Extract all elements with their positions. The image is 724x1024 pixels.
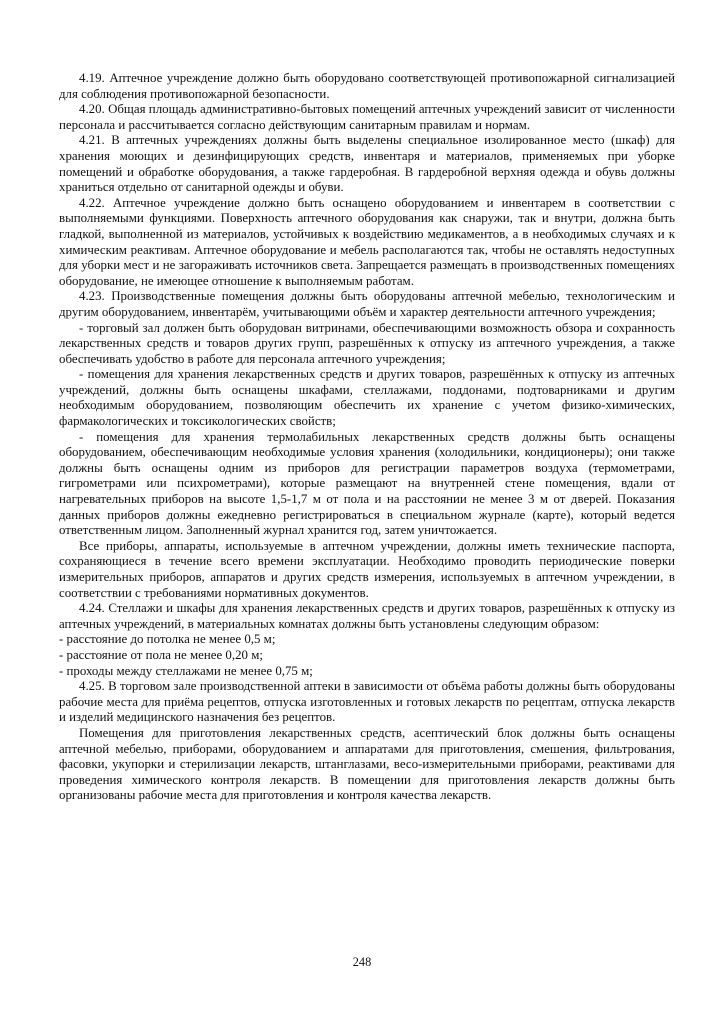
body-text xyxy=(59,71,675,804)
list-item-aisles: - проходы между стеллажами не менее 0,75 м; xyxy=(59,663,313,678)
list-item-floor: - расстояние от пола не менее 0,20 м; xyxy=(59,647,263,662)
para-4-23-storage-rooms: - помещения для хранения лекарственных средств и других товаров, разрешённых к отпуску из аптечных учреждений, должны быть оснащены шкафами, стеллажами, поддонами, подтоварниками и другим необходимым оборудованием, позволяющим обеспечить их хранение с учетом физико-химических, фармакологических и токсикологических свойств; xyxy=(59,367,675,429)
page-number: 248 xyxy=(352,955,372,969)
para-4-23-trade-hall: - торговый зал должен быть оборудован витринами, обеспечивающими возможность обзора и сохранность лекарственных средств и товаров других групп, разрешённых к отпуску из аптечного учреждения, а также обеспечивать удобство в работе для персонала аптечного учреждения; xyxy=(59,320,675,366)
para-preparation: Помещения для приготовления лекарственных средств, асептический блок должны быть оснащены аптечной мебелью, приборами, оборудованием и аппаратами для приготовления, смешения, фильтрования, фасовки, укупорки и стерилизации лекарств, штанглазами, весо-измерительными приборами, реактивами для проведения химического контроля лекарств. В помещении для приготовления лекарств должны быть организованы рабочие места для приготовления и контроля качества лекарств. xyxy=(59,725,675,803)
para-4-19: 4.19. Аптечное учреждение должно быть оборудовано соответствующей противопожарной сигнализацией для соблюдения противопожарной безопасности. xyxy=(59,71,675,101)
para-devices: Все приборы, аппараты, используемые в аптечном учреждении, должны иметь технические паспорта, сохраняющиеся в течение всего времени эксплуатации. Необходимо проводить периодические поверки измерительных приборов, аппаратов и других средств измерения, используемых в аптечном учреждении, в соответствии с требованиями нормативных документов. xyxy=(59,538,675,600)
para-4-21: 4.21. В аптечных учреждениях должны быть выделены специальное изолированное место (шкаф) для хранения моющих и дезинфицирующих средств, инвентаря и материалов, применяемых при уборке помещений и обработке оборудования, а также гардеробная. В гардеробной верхняя одежда и обувь должны храниться отдельно от санитарной одежды и обуви. xyxy=(59,133,675,195)
para-4-23-thermolabile: - помещения для хранения термолабильных лекарственных средств должны быть оснащены оборудованием, обеспечивающим необходимые условия хранения (холодильники, кондиционеры); они также должны быть оснащены одним из приборов для регистрации параметров воздуха (термометрами, гигрометрами или психрометрами), которые размещают на внутренней стене помещения, вдали от нагревательных приборов на высоте 1,5-1,7 м от пола и на расстоянии не менее 3 м от дверей. Показания данных приборов должны ежедневно регистрироваться в специальном журнале (карте), который ведется ответственным лицом. Заполненный журнал хранится год, затем уничтожается. xyxy=(59,429,675,538)
para-4-23: 4.23. Производственные помещения должны быть оборудованы аптечной мебелью, технологическим и другим оборудованием, инвентарём, учитывающими объём и характер деятельности аптечного учреждения; xyxy=(59,289,675,319)
para-4-25: 4.25. В торговом зале производственной аптеки в зависимости от объёма работы должны быть оборудованы рабочие места для приёма рецептов, отпуска изготовленных и готовых лекарств по рецептам, отпуска лекарств и изделий медицинского назначения без рецептов. xyxy=(59,679,675,725)
para-4-20: 4.20. Общая площадь административно-бытовых помещений аптечных учреждений зависит от численности персонала и рассчитывается согласно действующим санитарным правилам и нормам. xyxy=(59,102,675,132)
para-4-24: 4.24. Стеллажи и шкафы для хранения лекарственных средств и других товаров, разрешённых к отпуску из аптечных учреждений, в материальных комнатах должны быть установлены следующим образом: xyxy=(59,601,675,631)
list-item-ceiling: - расстояние до потолка не менее 0,5 м; xyxy=(59,632,276,647)
para-4-22: 4.22. Аптечное учреждение должно быть оснащено оборудованием и инвентарем в соответствии с выполняемыми функциями. Поверхность аптечного оборудования как снаружи, так и внутри, должна быть гладкой, выполненной из материалов, устойчивых к воздействию медикаментов, а в необходимых случаях и к химическим реактивам. Аптечное оборудование и мебель располагаются так, чтобы не оставлять недоступных для уборки мест и не загораживать источников света. Запрещается размещать в производственных помещениях оборудование, не имеющее отношение к выполняемым работам. xyxy=(59,195,675,288)
